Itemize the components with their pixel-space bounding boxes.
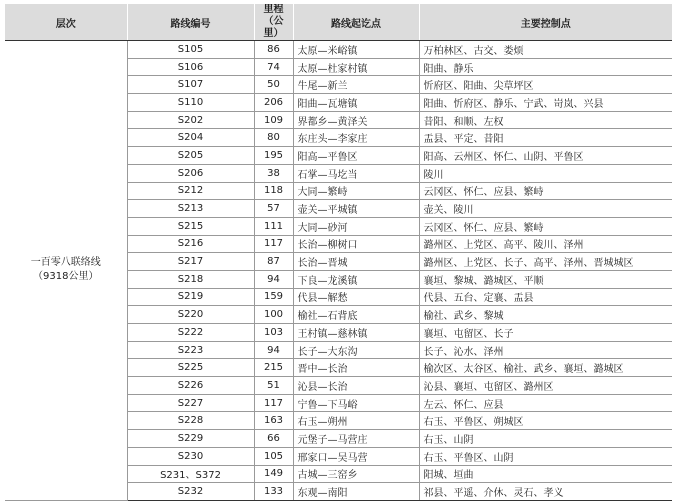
mileage-cell: 159 [254,288,293,306]
start-end-cell: 王村镇—慈林镇 [293,324,419,342]
start-end-cell: 长治—晋城 [293,253,419,271]
route-no-cell: S212 [127,182,254,200]
start-end-cell: 东观—南阳 [293,483,419,501]
start-end-cell: 石掌—马圪当 [293,164,419,182]
mileage-cell: 103 [254,324,293,342]
route-no-cell: S218 [127,270,254,288]
mileage-cell: 66 [254,430,293,448]
table-header-row [5,4,672,41]
mileage-cell: 87 [254,253,293,271]
route-no-cell: S206 [127,164,254,182]
start-end-cell: 沁县—长治 [293,377,419,395]
start-end-cell: 古城—三窑乡 [293,465,419,483]
route-no-cell: S229 [127,430,254,448]
route-no-cell: S215 [127,217,254,235]
route-no-cell: S228 [127,412,254,430]
mileage-cell: 109 [254,111,293,129]
route-no-cell: S205 [127,147,254,165]
route-no-cell: S226 [127,377,254,395]
start-end-cell: 太原—米峪镇 [293,41,419,59]
start-end-cell: 宁鲁—下马峪 [293,394,419,412]
mileage-cell: 149 [254,465,293,483]
start-end-cell: 长子—大东沟 [293,341,419,359]
route-no-cell: S225 [127,359,254,377]
start-end-cell: 晋中—长治 [293,359,419,377]
control-points-cell: 榆社、武乡、黎城 [419,306,672,324]
control-points-cell: 潞州区、上党区、长子、高平、泽州、晋城城区 [419,253,672,271]
start-end-cell: 元堡子—马营庄 [293,430,419,448]
mileage-cell: 195 [254,147,293,165]
mileage-cell: 215 [254,359,293,377]
route-no-cell: S217 [127,253,254,271]
control-points-cell: 襄垣、屯留区、长子 [419,324,672,342]
route-no-cell: S216 [127,235,254,253]
control-points-cell: 右玉、平鲁区、山阴 [419,447,672,465]
mileage-cell: 86 [254,41,293,59]
mileage-cell: 100 [254,306,293,324]
control-points-cell: 云冈区、怀仁、应县、繁峙 [419,182,672,200]
route-no-cell: S223 [127,341,254,359]
route-no-cell: S204 [127,129,254,147]
mileage-cell: 74 [254,58,293,76]
mileage-cell: 133 [254,483,293,501]
start-end-cell: 邢家口—吴马营 [293,447,419,465]
control-points-cell: 右玉、山阴 [419,430,672,448]
mileage-cell: 94 [254,341,293,359]
header-mileage: 里程 （公里） [254,4,293,41]
control-points-cell: 阳曲、忻府区、静乐、宁武、岢岚、兴县 [419,94,672,112]
control-points-cell: 祁县、平遥、介休、灵石、孝义 [419,483,672,501]
mileage-cell: 111 [254,217,293,235]
route-no-cell: S219 [127,288,254,306]
table-row [5,41,672,59]
mileage-cell: 117 [254,394,293,412]
start-end-cell: 大同—砂河 [293,217,419,235]
control-points-cell: 阳城、垣曲 [419,465,672,483]
mileage-cell: 163 [254,412,293,430]
control-points-cell: 襄垣、黎城、潞城区、平顺 [419,270,672,288]
route-no-cell: S231、S372 [127,465,254,483]
header-start-end: 路线起讫点 [293,4,419,41]
start-end-cell: 榆社—石背底 [293,306,419,324]
mileage-cell: 38 [254,164,293,182]
route-no-cell: S227 [127,394,254,412]
route-table [5,4,672,501]
control-points-cell: 壶关、陵川 [419,200,672,218]
mileage-cell: 51 [254,377,293,395]
route-no-cell: S213 [127,200,254,218]
route-no-cell: S202 [127,111,254,129]
start-end-cell: 太原—杜家村镇 [293,58,419,76]
header-route-no: 路线编号 [127,4,254,41]
control-points-cell: 阳曲、静乐 [419,58,672,76]
route-no-cell: S107 [127,76,254,94]
mileage-cell: 80 [254,129,293,147]
control-points-cell: 右玉、平鲁区、朔城区 [419,412,672,430]
route-no-cell: S110 [127,94,254,112]
start-end-cell: 牛尾—新兰 [293,76,419,94]
route-no-cell: S106 [127,58,254,76]
header-control-points: 主要控制点 [419,4,672,41]
route-no-cell: S222 [127,324,254,342]
start-end-cell: 壶关—平城镇 [293,200,419,218]
start-end-cell: 右玉—朔州 [293,412,419,430]
control-points-cell: 万柏林区、古交、娄烦 [419,41,672,59]
mileage-cell: 206 [254,94,293,112]
route-no-cell: S232 [127,483,254,501]
start-end-cell: 下良—龙溪镇 [293,270,419,288]
start-end-cell: 东庄头—李家庄 [293,129,419,147]
control-points-cell: 沁县、襄垣、屯留区、潞州区 [419,377,672,395]
mileage-cell: 50 [254,76,293,94]
control-points-cell: 代县、五台、定襄、盂县 [419,288,672,306]
start-end-cell: 长治—柳树口 [293,235,419,253]
start-end-cell: 大同—繁峙 [293,182,419,200]
control-points-cell: 忻府区、阳曲、尖草坪区 [419,76,672,94]
table-body [5,41,672,501]
control-points-cell: 陵川 [419,164,672,182]
mileage-cell: 105 [254,447,293,465]
control-points-cell: 长子、沁水、泽州 [419,341,672,359]
route-no-cell: S230 [127,447,254,465]
start-end-cell: 阳高—平鲁区 [293,147,419,165]
mileage-cell: 118 [254,182,293,200]
start-end-cell: 阳曲—瓦塘镇 [293,94,419,112]
start-end-cell: 界都乡—黄泽关 [293,111,419,129]
control-points-cell: 阳高、云州区、怀仁、山阴、平鲁区 [419,147,672,165]
route-no-cell: S105 [127,41,254,59]
control-points-cell: 左云、怀仁、应县 [419,394,672,412]
mileage-cell: 94 [254,270,293,288]
level-cell: 一百零八联络线 （9318公里） [5,41,127,501]
route-table-container [5,4,672,501]
control-points-cell: 昔阳、和顺、左权 [419,111,672,129]
control-points-cell: 盂县、平定、昔阳 [419,129,672,147]
control-points-cell: 云冈区、怀仁、应县、繁峙 [419,217,672,235]
mileage-cell: 117 [254,235,293,253]
header-level: 层次 [5,4,127,41]
control-points-cell: 榆次区、太谷区、榆社、武乡、襄垣、潞城区 [419,359,672,377]
route-no-cell: S220 [127,306,254,324]
start-end-cell: 代县—解愁 [293,288,419,306]
mileage-cell: 57 [254,200,293,218]
control-points-cell: 潞州区、上党区、高平、陵川、泽州 [419,235,672,253]
